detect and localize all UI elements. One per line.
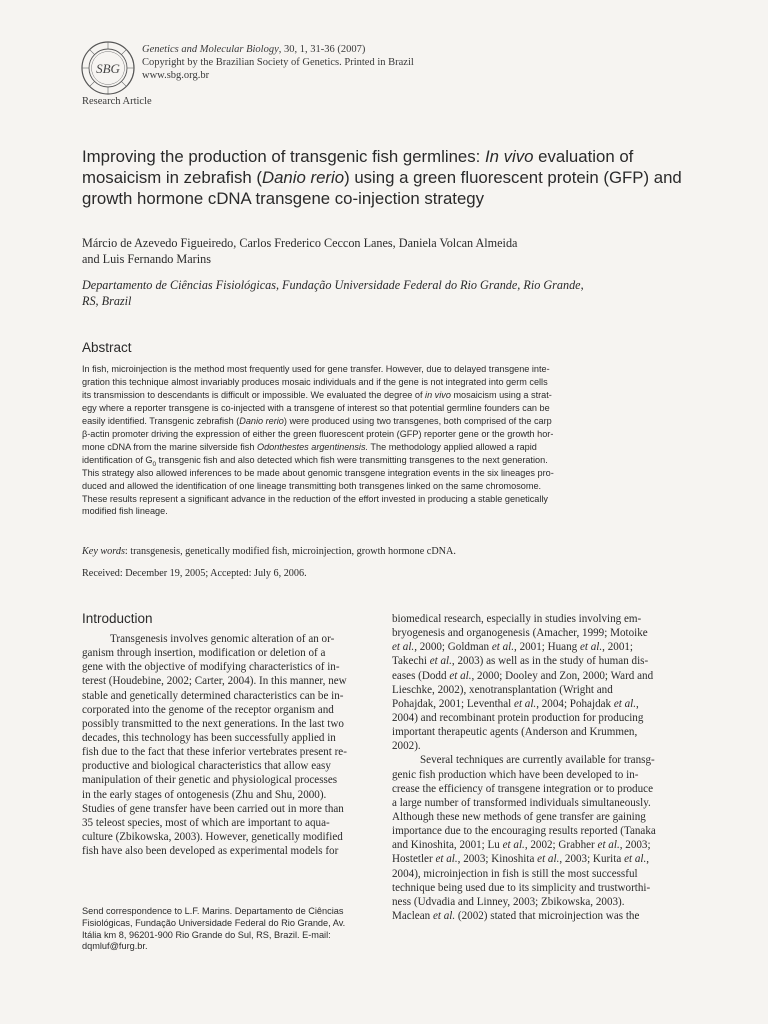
journal-url[interactable]: www.sbg.org.br [142,70,210,81]
article-type: Research Article [82,96,152,107]
introduction-left-column: Transgenesis involves genomic alteration of an or- ganism through insertion, modification or deletion of a gene with the objective of modifying characteristics of in- terest (Houdebine, 2002; Carter, 2004). In this manner, new stable and genetically determined characteristics can be in- corporated into the genome of the receptor organism and possibly transmitted to the next generations. In the last two decades, this technology has been successfully applied in fish due to the fact that these inferior vertebrates present re- productive and biological characteristics that allow easy manipulation of their genetic and physiological processes in the early stages of ontogenesis (Zhu and Shu, 2000). Studies of gene transfer have been carried out in more than 35 teleost species, most of which are important to aqua- culture (Zbikowska, 2003). However, genetically modified fish have also been developed as experimental models for [82,633,347,858]
abstract-heading: Abstract [82,340,132,355]
correspondence-footnote: Send correspondence to L.F. Marins. Departamento de Ciências Fisiológicas, Fundação Universidade Federal do Rio Grande, Av. Itália km 8, 96201-900 Rio Grande do Sul, RS, Brazil. E-mail: dqmluf@furg.br. [82,906,376,953]
copyright-line: Copyright by the Brazilian Society of Genetics. Printed in Brazil [142,57,414,68]
keywords: Key words: transgenesis, genetically modified fish, microinjection, growth hormone cDNA. [82,546,456,557]
correspondence-email[interactable]: dqmluf@furg.br. [82,941,148,952]
journal-citation: Genetics and Molecular Biology, 30, 1, 31-36 (2007) [142,44,366,55]
abstract-body: In fish, microinjection is the method most frequently used for gene transfer. However, due to delayed transgene inte- gration this technique almost invariably produces mosaic individuals and if the gene is not integrated into germ cells its transmission to descendants is difficult or impossible. We evaluated the degree of in vivo mosaicism using a strat- egy where a reporter transgene is co-injected with a transgene of interest so that potential germline founders can be easily identified. Transgenic zebrafish (Danio rerio) were produced using two transgenes, both comprised of the carp β-actin promoter driving the expression of either the green fluorescent protein (GFP) reporter gene or the growth hor- mone cDNA from the marine silverside fish Odonthestes argentinensis. The methodology applied allowed a rapid identification of $G_0$ transgenic fish and also detected which fish were transmitting transgenes to the next generation. This strategy also allowed inferences to be made about genomic transgene integration events in the six lineages pro- duced and allowed the identification of one lineage transmitting both transgenes linked on the same chromosome. These results represent a significant advance in the reduction of the effort invested in producing a stable genetically modified fish lineage. [82,364,554,517]
journal-header [142,43,414,82]
received-dates: Received: December 19, 2005; Accepted: July 6, 2006. [82,568,307,579]
svg-text:SBG: SBG [96,61,120,76]
introduction-right-column: biomedical research, especially in studies involving em- bryogenesis and organogenesis (Amacher, 1999; Motoike et al., 2000; Goldman et al., 2001; Huang et al., 2001; Takechi et al., 2003) as well as in the study of human dis- eases (Dodd et al., 2000; Dooley and Zon, 2000; Ward and Lieschke, 2002), xenotransplantation (Wright and Pohajdak, 2001; Leventhal et al., 2004; Pohajdak et al., 2004) and recombinant protein production for producing important therapeutic agents (Anderson and Krummen, 2002). Several techniques are currently available for transg- genic fish production which have been developed to in- crease the efficiency of transgene integration or to produce a large number of transformed individuals simultaneously. Although these new methods of gene transfer are gaining importance due to the encouraging results reported (Tanaka and Kinoshita, 2001; Lu et al., 2002; Grabher et al., 2003; Hostetler et al., 2003; Kinoshita et al., 2003; Kurita et al., 2004), microinjection in fish is still the most successful technique being used due to its simplicity and trustworthi- ness (Udvadia and Linney, 2003; Zbikowska, 2003). Maclean et al. (2002) stated that microinjection was the [392,613,656,922]
sbg-logo-icon [80,40,136,96]
introduction-heading: Introduction [82,611,153,626]
affiliation: Departamento de Ciências Fisiológicas, Fundação Universidade Federal do Rio Grande, Rio Grande, RS, Brazil [82,278,584,308]
author-list: Márcio de Azevedo Figueiredo, Carlos Frederico Ceccon Lanes, Daniela Volcan Almeida and Luis Fernando Marins [82,236,518,266]
article-title: Improving the production of transgenic fish germlines: In vivo evaluation of mosaicism in zebrafish (Danio rerio) using a green fluorescent protein (GFP) and growth hormone cDNA transgene co-injection strategy [82,147,682,208]
